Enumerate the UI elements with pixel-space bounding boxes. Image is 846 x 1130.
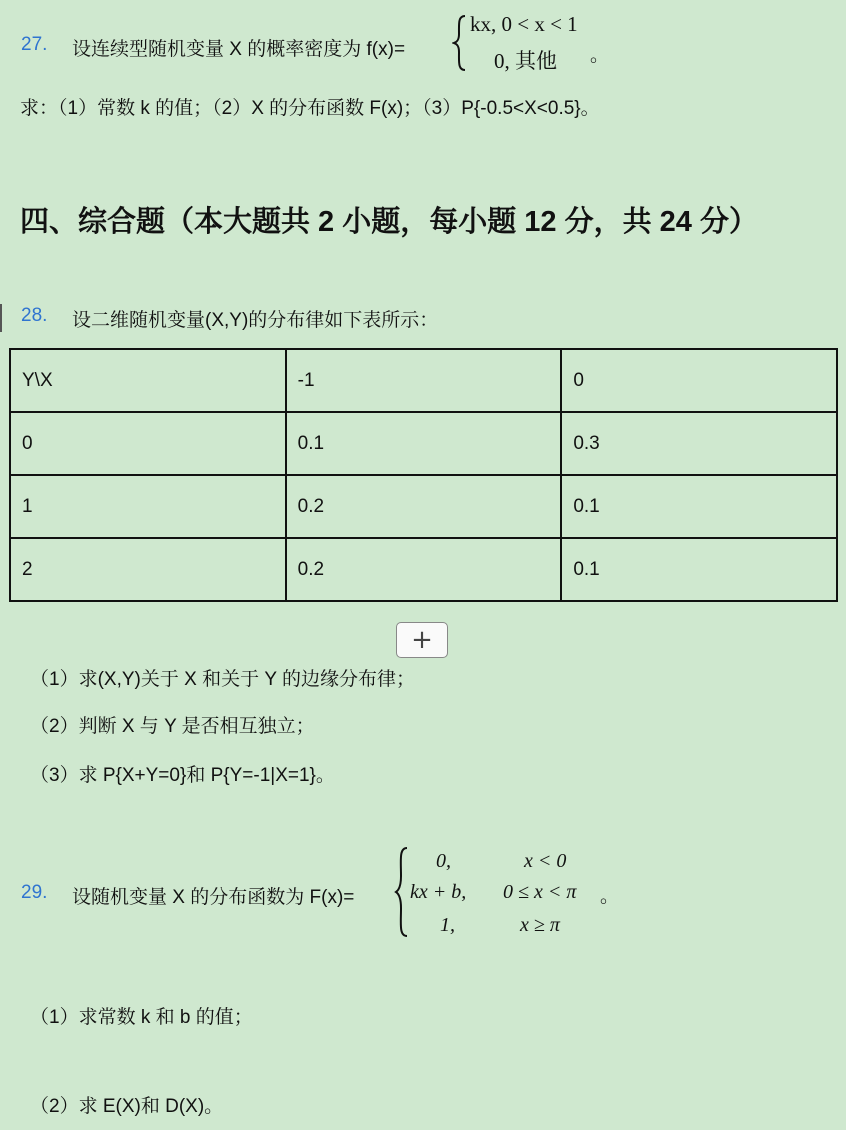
question-29-number: 29. bbox=[21, 882, 48, 903]
table-cell[interactable]: 1 bbox=[10, 475, 286, 538]
table-row bbox=[10, 538, 837, 601]
question-29-row-1-condition: x < 0 bbox=[524, 850, 567, 872]
table-row bbox=[10, 412, 837, 475]
question-28-number: 28. bbox=[21, 305, 48, 326]
question-27-case-2: 0, 其他 bbox=[494, 49, 557, 73]
text-cursor bbox=[0, 304, 2, 332]
question-29-row-3-condition: x ≥ π bbox=[520, 914, 560, 936]
table-cell[interactable]: 0.1 bbox=[561, 538, 837, 601]
table-header-cell[interactable]: Y\X bbox=[10, 349, 286, 412]
table-cell[interactable]: 0.1 bbox=[286, 412, 562, 475]
question-29-row-2-value: kx + b, bbox=[410, 881, 467, 903]
question-28-part-1: （1）求(X,Y)关于 X 和关于 Y 的边缘分布律； bbox=[30, 669, 415, 690]
table-cell[interactable]: 0.2 bbox=[286, 538, 562, 601]
question-27-case-1: kx, 0 < x < 1 bbox=[470, 12, 578, 36]
question-28-part-2: （2）判断 X 与 Y 是否相互独立； bbox=[30, 716, 315, 737]
brace-27 bbox=[452, 14, 468, 72]
add-row-button[interactable]: + bbox=[396, 622, 448, 658]
table-cell[interactable]: 0 bbox=[10, 412, 286, 475]
question-28-stem: 设二维随机变量(X,Y)的分布律如下表所示： bbox=[72, 310, 439, 331]
section-4-heading: 四、综合题（本大题共 2 小题，每小题 12 分，共 24 分） bbox=[20, 206, 758, 238]
question-29-part-2: （2）求 E(X)和 D(X)。 bbox=[30, 1096, 224, 1117]
table-cell[interactable]: 0.1 bbox=[561, 475, 837, 538]
table-header-row bbox=[10, 349, 837, 412]
question-29-stem: 设随机变量 X 的分布函数为 F(x)= bbox=[72, 887, 355, 908]
question-29-row-1-value: 0, bbox=[436, 850, 451, 872]
question-27-asks: 求：（1）常数 k 的值；（2）X 的分布函数 F(x)；（3）P{-0.5<X<0.5}。 bbox=[20, 98, 600, 119]
question-27-number: 27. bbox=[21, 34, 48, 55]
question-29-row-2-condition: 0 ≤ x < π bbox=[503, 881, 577, 903]
table-cell[interactable]: 0.2 bbox=[286, 475, 562, 538]
question-27-stem: 设连续型随机变量 X 的概率密度为 f(x)= bbox=[72, 39, 406, 60]
table-cell[interactable]: 0.3 bbox=[561, 412, 837, 475]
table-row bbox=[10, 475, 837, 538]
question-28-part-3: （3）求 P{X+Y=0}和 P{Y=-1|X=1}。 bbox=[30, 765, 335, 786]
question-29-tail: 。 bbox=[600, 886, 620, 907]
question-27-tail: 。 bbox=[590, 45, 610, 66]
table-header-cell[interactable]: -1 bbox=[286, 349, 562, 412]
distribution-table bbox=[9, 348, 838, 602]
table-cell[interactable]: 2 bbox=[10, 538, 286, 601]
question-29-part-1: （1）求常数 k 和 b 的值； bbox=[30, 1007, 253, 1028]
question-29-row-3-value: 1, bbox=[440, 914, 455, 936]
table-header-cell[interactable]: 0 bbox=[561, 349, 837, 412]
brace-29 bbox=[394, 846, 410, 938]
